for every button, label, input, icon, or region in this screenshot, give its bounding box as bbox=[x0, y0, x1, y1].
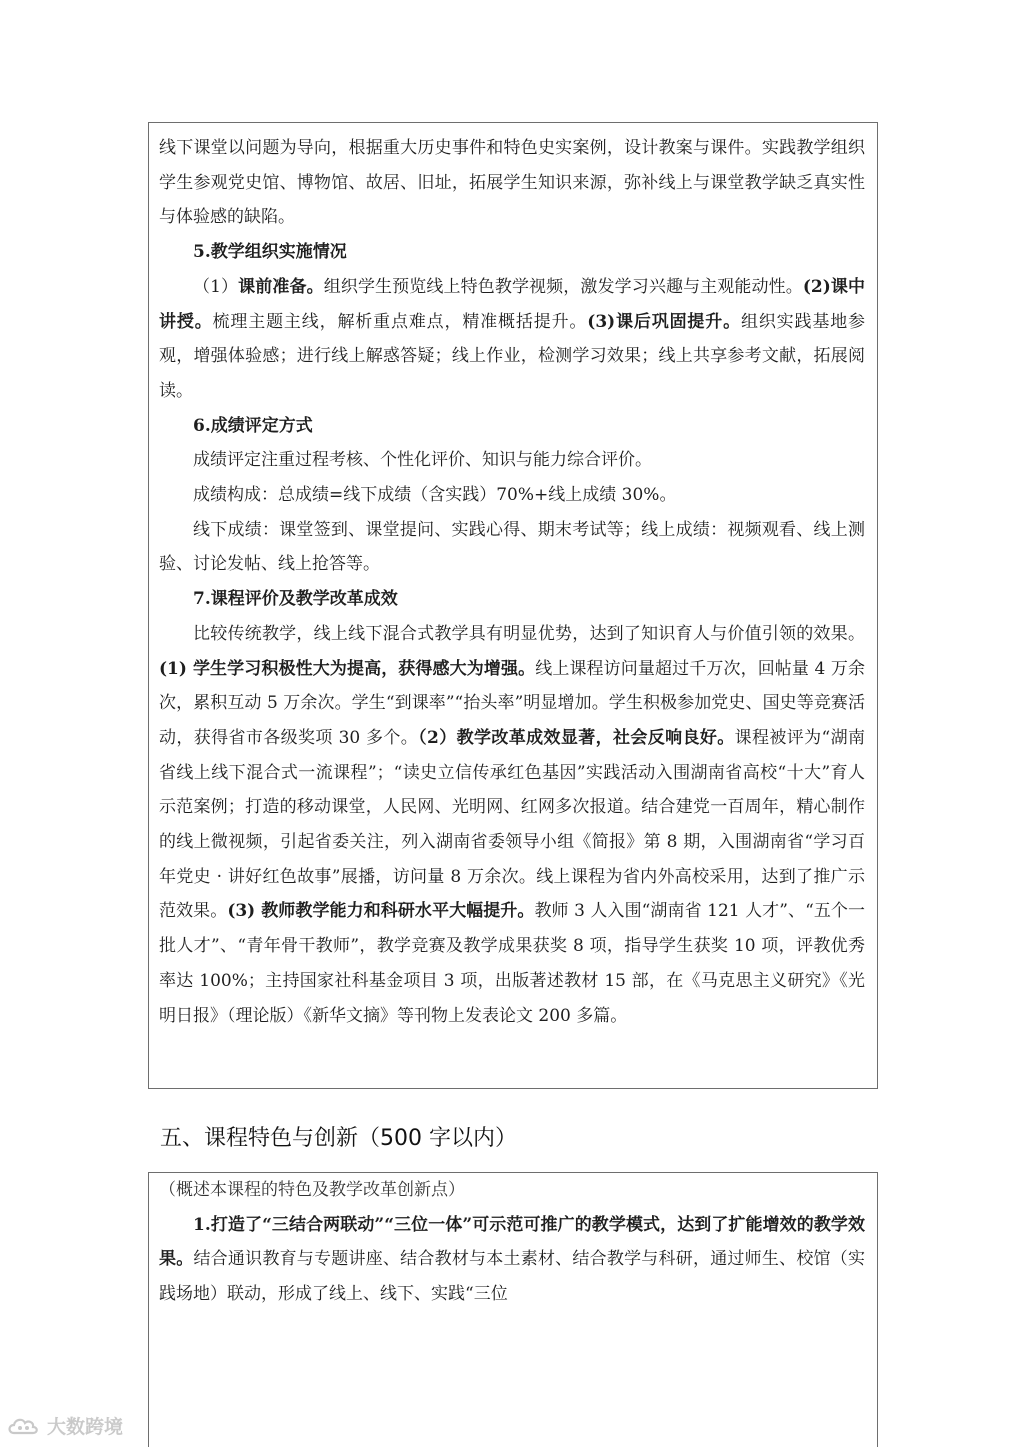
feature-bold-1: 1.打造了“三结合两联动”“三位一体”可示范可推广的教学模式，达到了扩能增效的教学效果。 bbox=[159, 1214, 865, 1270]
evaluation-bold-2: （2）教学改革成效显著，社会反响良好。 bbox=[418, 727, 735, 748]
paragraph-offline-teaching: 线下课堂以问题为导向，根据重大历史事件和特色史实案例，设计教案与课件。实践教学组织学生参观党史馆、博物馆、故居、旧址，拓展学生知识来源，弥补线上与课堂教学缺乏真实性与体验感的缺陷。 bbox=[159, 138, 865, 228]
evaluation-text-1: 线上课程访问量超过千万次，回帖量 4 万余次，累积互动 5 万余次。学生“到课率”“抬头率”明显增加。学生积极参加党史、国史等竞赛活动，获得省市各级奖项 30 多个。 bbox=[159, 658, 865, 748]
watermark bbox=[6, 1412, 123, 1439]
evaluation-text-2: 课程被评为“湖南省线上线下混合式一流课程”；“读史立信传承红色基因”实践活动入围湖南省高校“十大”育人示范案例；打造的移动课堂，人民网、光明网、红网多次报道。结合建党一百周年，精心制作的线上微视频，引起省委关注，列入湖南省委领导小组《简报》第 8 期，入围湖南省“学习百年党史 · 讲好红色故事”展播，访问量 8 万余次。线上课程为省内外高校采用，达到了推广示范效果。 bbox=[159, 727, 865, 922]
feature-text-1: 结合通识教育与专题讲座、结合教材与本土素材、结合教学与科研，通过师生、校馆（实践场地）联动，形成了线上、线下、实践“三位 bbox=[159, 1249, 866, 1305]
evaluation-intro: 比较传统教学，线上线下混合式教学具有明显优势，达到了知识育人与价值引领的效果。 bbox=[193, 623, 865, 644]
content-box-course-implementation bbox=[148, 122, 878, 1089]
heading-evaluation: 7.课程评价及教学改革成效 bbox=[193, 589, 398, 610]
item-number-2: (2) bbox=[802, 276, 831, 297]
features-note: （概述本课程的特色及教学改革创新点） bbox=[159, 1180, 465, 1200]
item-bold-3: 课后巩固提升。 bbox=[615, 311, 741, 332]
box1-text bbox=[159, 131, 865, 1033]
content-box-features bbox=[148, 1172, 878, 1447]
section-title: 五、课程特色与创新（500 字以内） bbox=[160, 1126, 517, 1151]
heading-teaching-organization: 5.教学组织实施情况 bbox=[193, 242, 347, 263]
item-text-2: 梳理主题主线，解析重点难点，精准概括提升。 bbox=[212, 311, 588, 332]
item-text-3: 组织实践基地参观，增强体验感；进行线上解惑答疑；线上作业，检测学习效果；线上共享参考文献，拓展阅读。 bbox=[159, 311, 866, 401]
evaluation-text-3: 教师 3 人入围“湖南省 121 人才”、“五个一批人才”、“青年骨干教师”，教学竞赛及教学成果获奖 8 项，指导学生获奖 10 项，评教优秀率达 100%；主持国家社科基金项目 3 项，出版著述教材 15 部，在《马克思主义研究》《光明日报》（理论版）《新华文摘》等刊物上发表论文 200 多篇。 bbox=[159, 901, 865, 1026]
evaluation-bold-1: (1) 学生学习积极性大为提高，获得感大为增强。 bbox=[159, 658, 536, 679]
item-bold-2: 课中讲授。 bbox=[159, 276, 866, 332]
paragraph-grading-composition: 成绩构成：总成绩=线下成绩（含实践）70%+线上成绩 30%。 bbox=[193, 485, 677, 506]
watermark-text: 大数跨境 bbox=[47, 1416, 124, 1438]
paragraph-teaching-organization bbox=[159, 270, 865, 409]
paragraph-grading-focus: 成绩评定注重过程考核、个性化评价、知识与能力综合评价。 bbox=[193, 450, 652, 471]
item-number-1: （1） bbox=[193, 276, 239, 297]
paragraph-feature-1 bbox=[159, 1208, 865, 1312]
item-text-1: 组织学生预览线上特色教学视频，激发学习兴趣与主观能动性。 bbox=[323, 276, 803, 297]
paragraph-grading-details: 线下成绩：课堂签到、课堂提问、实践心得、期末考试等；线上成绩：视频观看、线上测验、讨论发帖、线上抢答等。 bbox=[159, 519, 865, 575]
evaluation-bold-3: (3) 教师教学能力和科研水平大幅提升。 bbox=[227, 901, 535, 922]
cloud-logo-icon bbox=[6, 1415, 42, 1437]
item-number-3: (3) bbox=[587, 311, 616, 332]
heading-grading: 6.成绩评定方式 bbox=[193, 415, 313, 436]
box2-text bbox=[159, 1173, 865, 1312]
item-bold-1: 课前准备。 bbox=[238, 276, 324, 297]
paragraph-evaluation bbox=[159, 617, 865, 1033]
